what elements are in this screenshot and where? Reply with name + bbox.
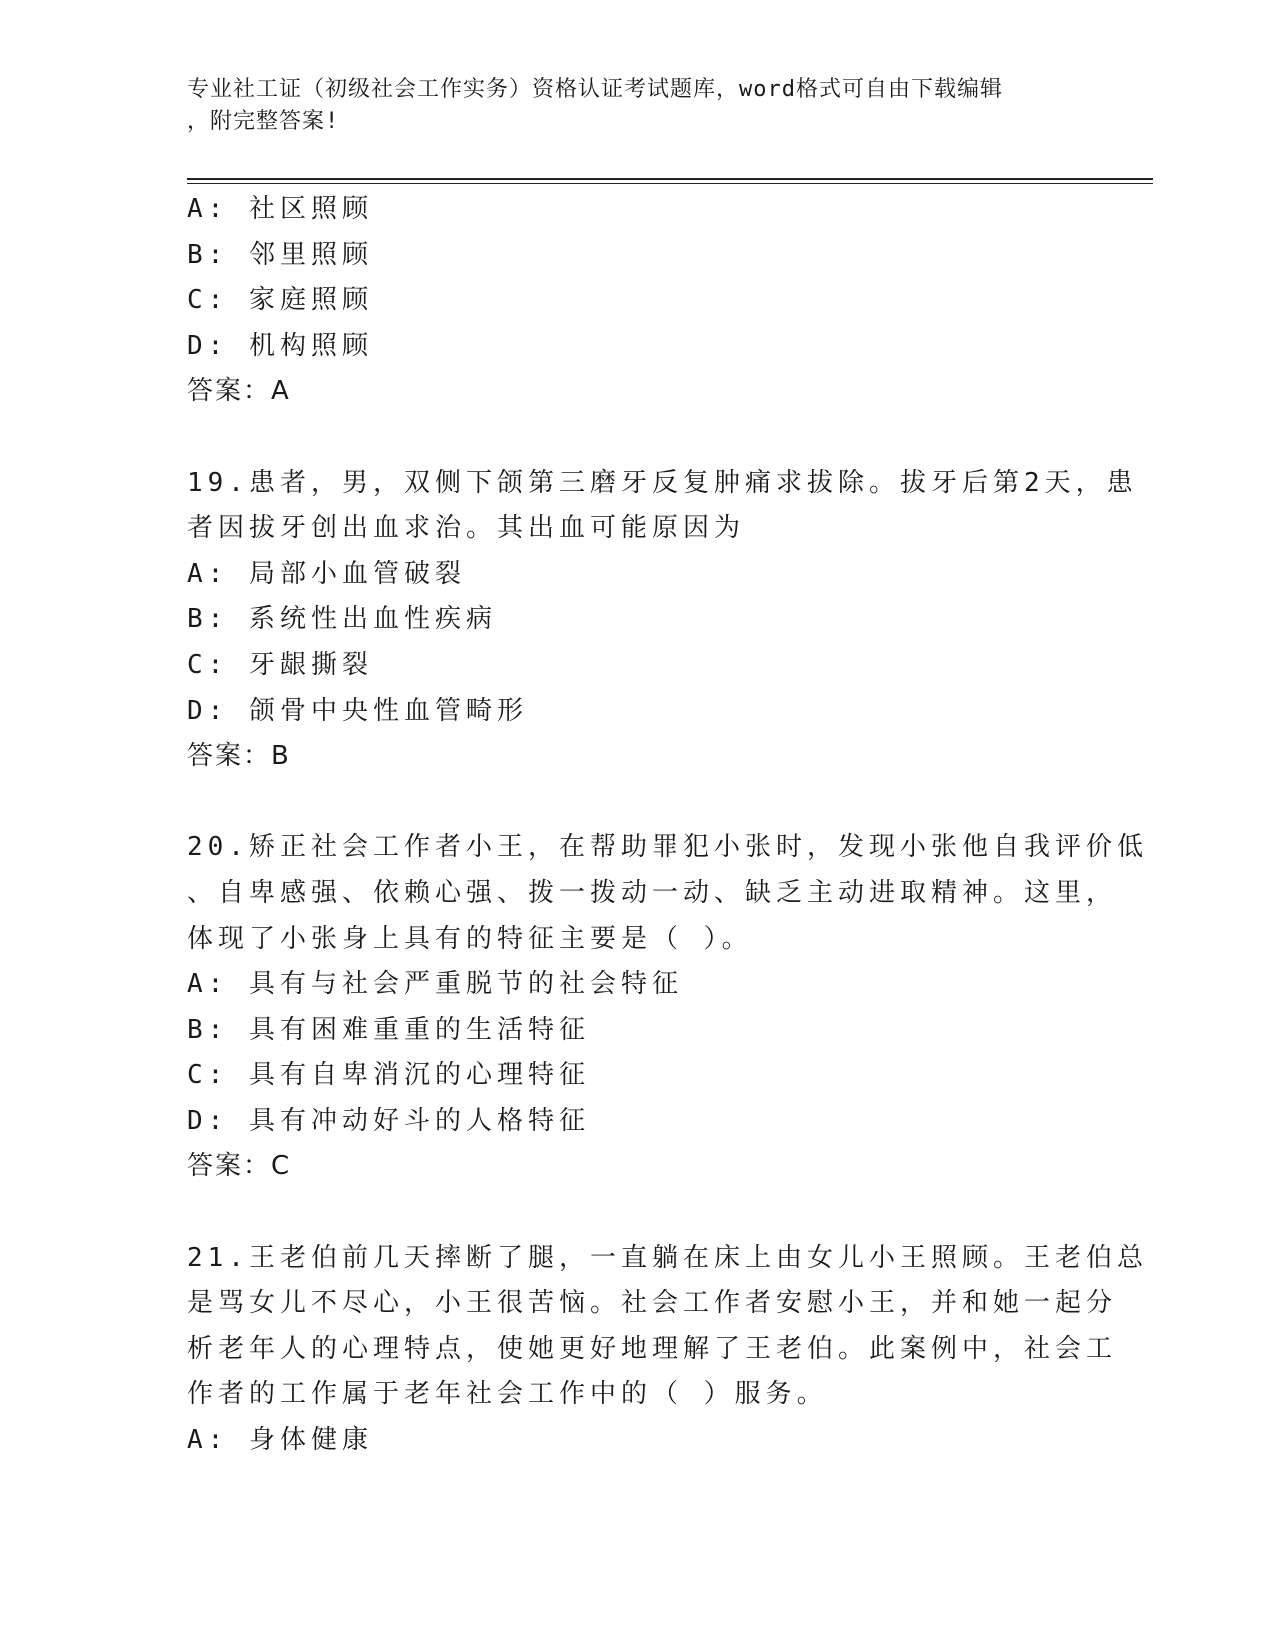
question-stem-line: 19.患者，男，双侧下颌第三磨牙反复肿痛求拔除。拔牙后第2天，患 [187, 467, 1138, 498]
question-stem-line: 析老年人的心理特点，使她更好地理解了王老伯。此案例中，社会工 [187, 1333, 1118, 1364]
header-divider-thick [187, 178, 1153, 180]
option-a: A: 社区照顾 [187, 194, 373, 224]
question-19 [187, 461, 1138, 780]
spacer [187, 1190, 1087, 1236]
question-stem-line: 、自卑感强、依赖心强、拨一拨动一动、缺乏主动进取精神。这里， [187, 877, 1118, 908]
question-stem-line: 者因拔牙创出血求治。其出血可能原因为 [187, 513, 746, 544]
question-stem-line: 21.王老伯前几天摔断了腿，一直躺在床上由女儿小王照顾。王老伯总 [187, 1242, 1148, 1273]
option-c: C: 具有自卑消沉的心理特征 [187, 1060, 590, 1091]
option-c: C: 牙龈撕裂 [187, 649, 373, 680]
spacer [187, 415, 1087, 461]
header-divider-thin [187, 183, 1153, 184]
option-b: B: 系统性出血性疾病 [187, 604, 497, 635]
option-a: A: 身体健康 [187, 1425, 373, 1456]
option-d: D: 机构照顾 [187, 330, 373, 361]
document-header [187, 74, 1087, 138]
question-stem-line: 作者的工作属于老年社会工作中的（ ）服务。 [187, 1379, 828, 1410]
question-stem-line: 体现了小张身上具有的特征主要是（ ）。 [187, 923, 753, 954]
question-list [187, 187, 1148, 1464]
header-title-line-1: 专业社工证（初级社会工作实务）资格认证考试题库，word格式可自由下载编辑 [187, 77, 1003, 102]
question-18 [187, 187, 1087, 415]
header-title-line-2: ，附完整答案! [187, 109, 340, 134]
answer: 答案：A [187, 376, 291, 407]
option-a: A: 局部小血管破裂 [187, 558, 466, 589]
answer: 答案：C [187, 1151, 292, 1182]
question-21 [187, 1236, 1148, 1464]
question-stem-line: 是骂女儿不尽心，小王很苦恼。社会工作者安慰小王，并和她一起分 [187, 1288, 1118, 1319]
question-stem-line: 20.矫正社会工作者小王，在帮助罪犯小张时，发现小张他自我评价低 [187, 832, 1148, 863]
option-d: D: 颌骨中央性血管畸形 [187, 695, 528, 726]
option-b: B: 邻里照顾 [187, 239, 373, 270]
option-c: C: 家庭照顾 [187, 285, 373, 316]
option-b: B: 具有困难重重的生活特征 [187, 1014, 590, 1045]
question-20 [187, 825, 1148, 1190]
option-a: A: 具有与社会严重脱节的社会特征 [187, 969, 683, 1000]
answer: 答案：B [187, 741, 291, 772]
option-d: D: 具有冲动好斗的人格特征 [187, 1105, 590, 1136]
spacer [187, 780, 1087, 826]
